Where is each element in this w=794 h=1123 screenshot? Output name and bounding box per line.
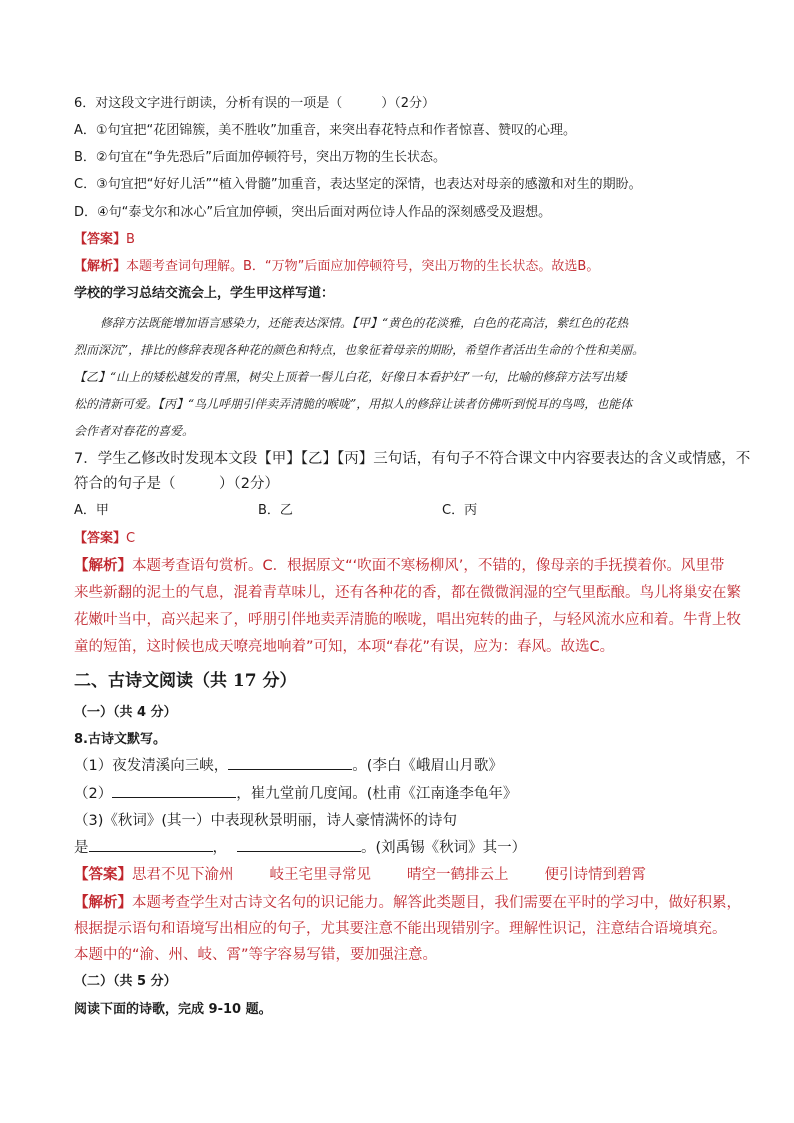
q6-option-c: C．③句宜把“好好儿活”“植入骨髓”加重音，表达坚定的深情，也表达对母亲的感激和对生的期盼。 — [74, 177, 642, 192]
reading-prompt: 阅读下面的诗歌，完成 9-10 题。 — [74, 1002, 272, 1017]
q8-answer — [74, 865, 646, 885]
answer-label: 【答案】 — [74, 232, 127, 247]
passage-intro: 学校的学习总结交流会上，学生甲这样写道： — [74, 286, 335, 301]
q7-analysis-line: 花嫩叶当中，高兴起来了，呼朋引伴地卖弄清脆的喉咙，唱出宛转的曲子，与轻风流水应和着。牛背上牧 — [74, 612, 741, 628]
q8-analysis-line: 本题中的“渝、州、岐、霄”等字容易写错，要加强注意。 — [74, 947, 438, 963]
passage-line: 烈而深沉”，排比的修辞表现各种花的颜色和特点，也象征着母亲的期盼，希望作者活出生命的个性和美丽。 — [74, 343, 645, 357]
section-title: 二、古诗文阅读（共 17 分） — [74, 671, 297, 691]
answer-value: 思君不见下渝州 — [132, 867, 234, 883]
q8-item-text: ，崔九堂前几度闻。(杜甫《江南逢李龟年》 — [236, 786, 518, 802]
q6-option-b: B．②句宜在“争先恐后”后面加停顿符号，突出万物的生长状态。 — [74, 150, 447, 165]
q8-item-text: （1）夜发清溪向三峡， — [74, 758, 229, 774]
passage-line: 会作者对春花的喜爱。 — [74, 424, 195, 438]
analysis-label: 【解析】 — [74, 558, 132, 574]
q8-analysis — [74, 893, 741, 913]
q7-answer — [74, 530, 135, 548]
answer-blank — [112, 784, 236, 798]
analysis-text: 本题考查学生对古诗文名句的识记能力。解答此类题目，我们需要在平时的学习中，做好积累， — [132, 895, 741, 911]
analysis-text: 本题考查词句理解。B．“万物”后面应加停顿符号，突出万物的生长状态。故选B。 — [126, 259, 600, 274]
q6-stem: 6．对这段文字进行朗读，分析有误的一项是（ ）（2分） — [74, 96, 436, 111]
passage-line: 【乙】“山上的矮松越发的青黑，树尖上顶着一髻儿白花，好像日本看护妇”一句，比喻的修辞方法写出矮 — [74, 370, 627, 384]
q7-stem: 7．学生乙修改时发现本文段【甲】【乙】【丙】三句话，有句子不符合课文中内容要表达的含义或情感，不 — [74, 451, 751, 467]
passage-line: 修辞方法既能增加语言感染力，还能表达深情。【甲】“黄色的花淡雅，白色的花高洁，紫红色的花热 — [100, 316, 629, 330]
q8-stem: 8.古诗文默写。 — [74, 732, 166, 747]
part-heading: （二）（共 5 分） — [74, 974, 177, 989]
answer-blank — [228, 756, 352, 770]
part-heading: （一）（共 4 分） — [74, 705, 177, 720]
q8-item-text: 。(刘禹锡《秋词》其一） — [361, 840, 527, 856]
q8-item-3: （3)《秋词》(其一）中表现秋景明丽，诗人豪情满怀的诗句 — [74, 813, 458, 829]
q8-item-text: 是 — [74, 840, 89, 856]
answer-value: 岐王宅里寻常见 — [269, 867, 371, 883]
q8-item-3-blanks — [74, 838, 526, 858]
analysis-text: 本题考查语句赏析。C．根据原文“‘吹面不寒杨柳风’，不错的，像母亲的手抚摸着你。风里带 — [132, 558, 725, 574]
q7-option-c: C．丙 — [442, 503, 478, 518]
answer-value: C — [126, 531, 136, 546]
answer-value: B — [126, 232, 135, 247]
answer-value: 便引诗情到碧霄 — [544, 867, 646, 883]
answer-blank — [89, 838, 213, 852]
q8-item-text: （2） — [74, 786, 113, 802]
q6-option-a: A．①句宜把“花团锦簇，美不胜收”加重音，来突出春花特点和作者惊喜、赞叹的心理。 — [74, 123, 577, 138]
q6-option-d: D．④句“泰戈尔和冰心”后宜加停顿，突出后面对两位诗人作品的深刻感受及遐想。 — [74, 205, 552, 220]
answer-value: 晴空一鹤排云上 — [407, 867, 509, 883]
q7-analysis-line: 童的短笛，这时候也成天嘹亮地响着”可知，本项“春花”有误，应为：春风。故选C。 — [74, 639, 615, 655]
analysis-label: 【解析】 — [74, 895, 132, 911]
answer-label: 【答案】 — [74, 867, 132, 883]
q7-analysis — [74, 556, 724, 576]
q8-item-2 — [74, 784, 517, 804]
passage-line: 松的清新可爱。【丙】“鸟儿呼朋引伴卖弄清脆的喉咙”，用拟人的修辞让读者仿佛听到悦耳的鸟鸣，也能体 — [74, 397, 633, 411]
analysis-label: 【解析】 — [74, 259, 127, 274]
q6-analysis — [74, 258, 599, 276]
answer-blank — [237, 838, 361, 852]
q7-option-b: B．乙 — [258, 503, 293, 518]
q7-stem: 符合的句子是（ ）（2分） — [74, 476, 279, 492]
q7-analysis-line: 来些新翻的泥土的气息，混着青草味儿，还有各种花的香，都在微微润湿的空气里酝酿。鸟儿将巢安在繁 — [74, 585, 741, 601]
answer-label: 【答案】 — [74, 531, 127, 546]
q8-analysis-line: 根据提示语句和语境写出相应的句子，尤其要注意不能出现错别字。理解性识记，注意结合语境填充。 — [74, 921, 727, 937]
q8-item-text: 。(李白《峨眉山月歌》 — [352, 758, 503, 774]
q7-option-a: A．甲 — [74, 503, 109, 518]
q6-answer — [74, 231, 135, 249]
q8-item-text: ， — [212, 840, 227, 856]
q8-item-1 — [74, 756, 503, 776]
